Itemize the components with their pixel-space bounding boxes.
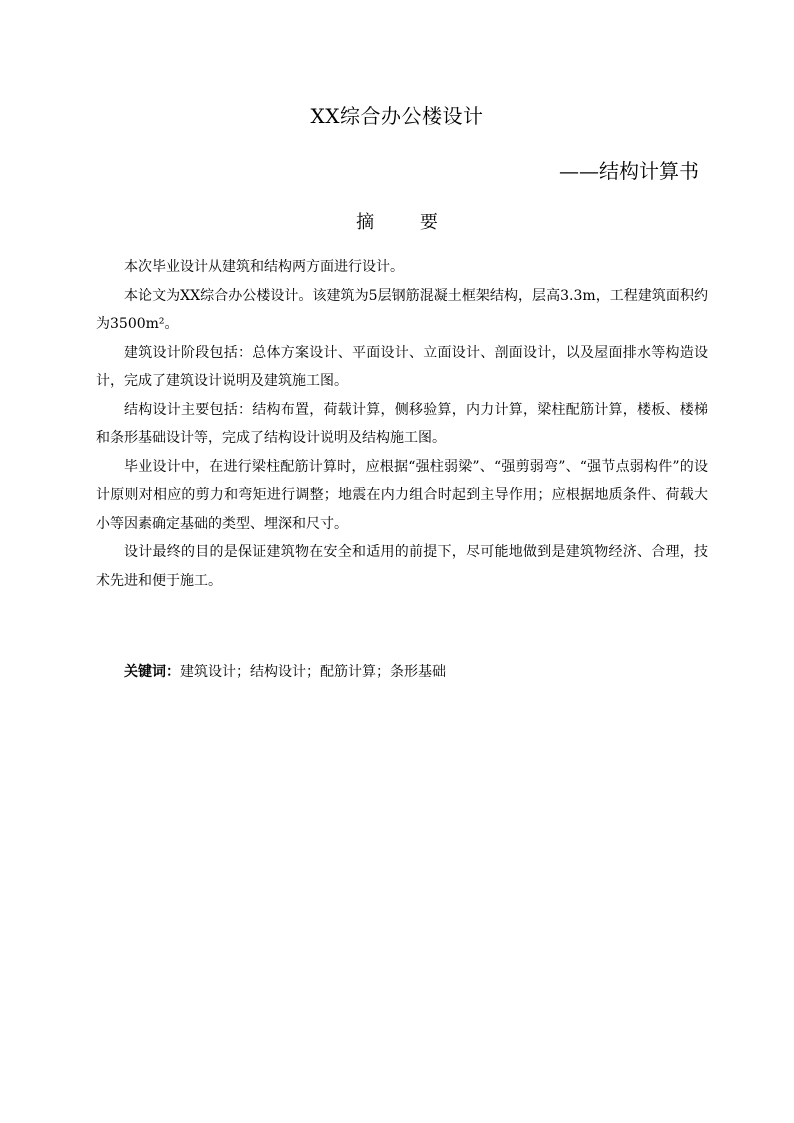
keywords-label: 关键词： (124, 664, 180, 680)
abstract-paragraph: 建筑设计阶段包括：总体方案设计、平面设计、立面设计、剖面设计，以及屋面排水等构造设计，完成了建筑设计说明及建筑施工图。 (96, 344, 708, 389)
keywords-value: 建筑设计；结构设计；配筋计算；条形基础 (180, 664, 446, 680)
document-subtitle: ——结构计算书 (559, 159, 699, 183)
abstract-paragraph: 毕业设计中，在进行梁柱配筋计算时，应根据“强柱弱梁”、“强剪弱弯”、“强节点弱构件”的设计原则对相应的剪力和弯矩进行调整；地震在内力组合时起到主导作用；应根据地质条件、荷载大小等因素确定基础的类型、埋深和尺寸。 (96, 458, 708, 532)
abstract-paragraph: 本次毕业设计从建筑和结构两方面进行设计。 (124, 259, 404, 275)
keywords-line (124, 658, 446, 686)
document-title: XX综合办公楼设计 (310, 104, 484, 128)
abstract-body (96, 253, 708, 595)
abstract-paragraph: 结构设计主要包括：结构布置，荷载计算，侧移验算，内力计算，梁柱配筋计算，楼板、楼梯和条形基础设计等，完成了结构设计说明及结构施工图。 (96, 401, 708, 446)
abstract-paragraph: 设计最终的目的是保证建筑物在安全和适用的前提下，尽可能地做到是建筑物经济、合理，技术先进和便于施工。 (96, 544, 708, 589)
abstract-heading: 摘 要 (356, 212, 458, 233)
abstract-paragraph: 本论文为XX综合办公楼设计。该建筑为5层钢筋混凝土框架结构，层高3.3m，工程建筑面积约为3500m²。 (96, 287, 708, 332)
